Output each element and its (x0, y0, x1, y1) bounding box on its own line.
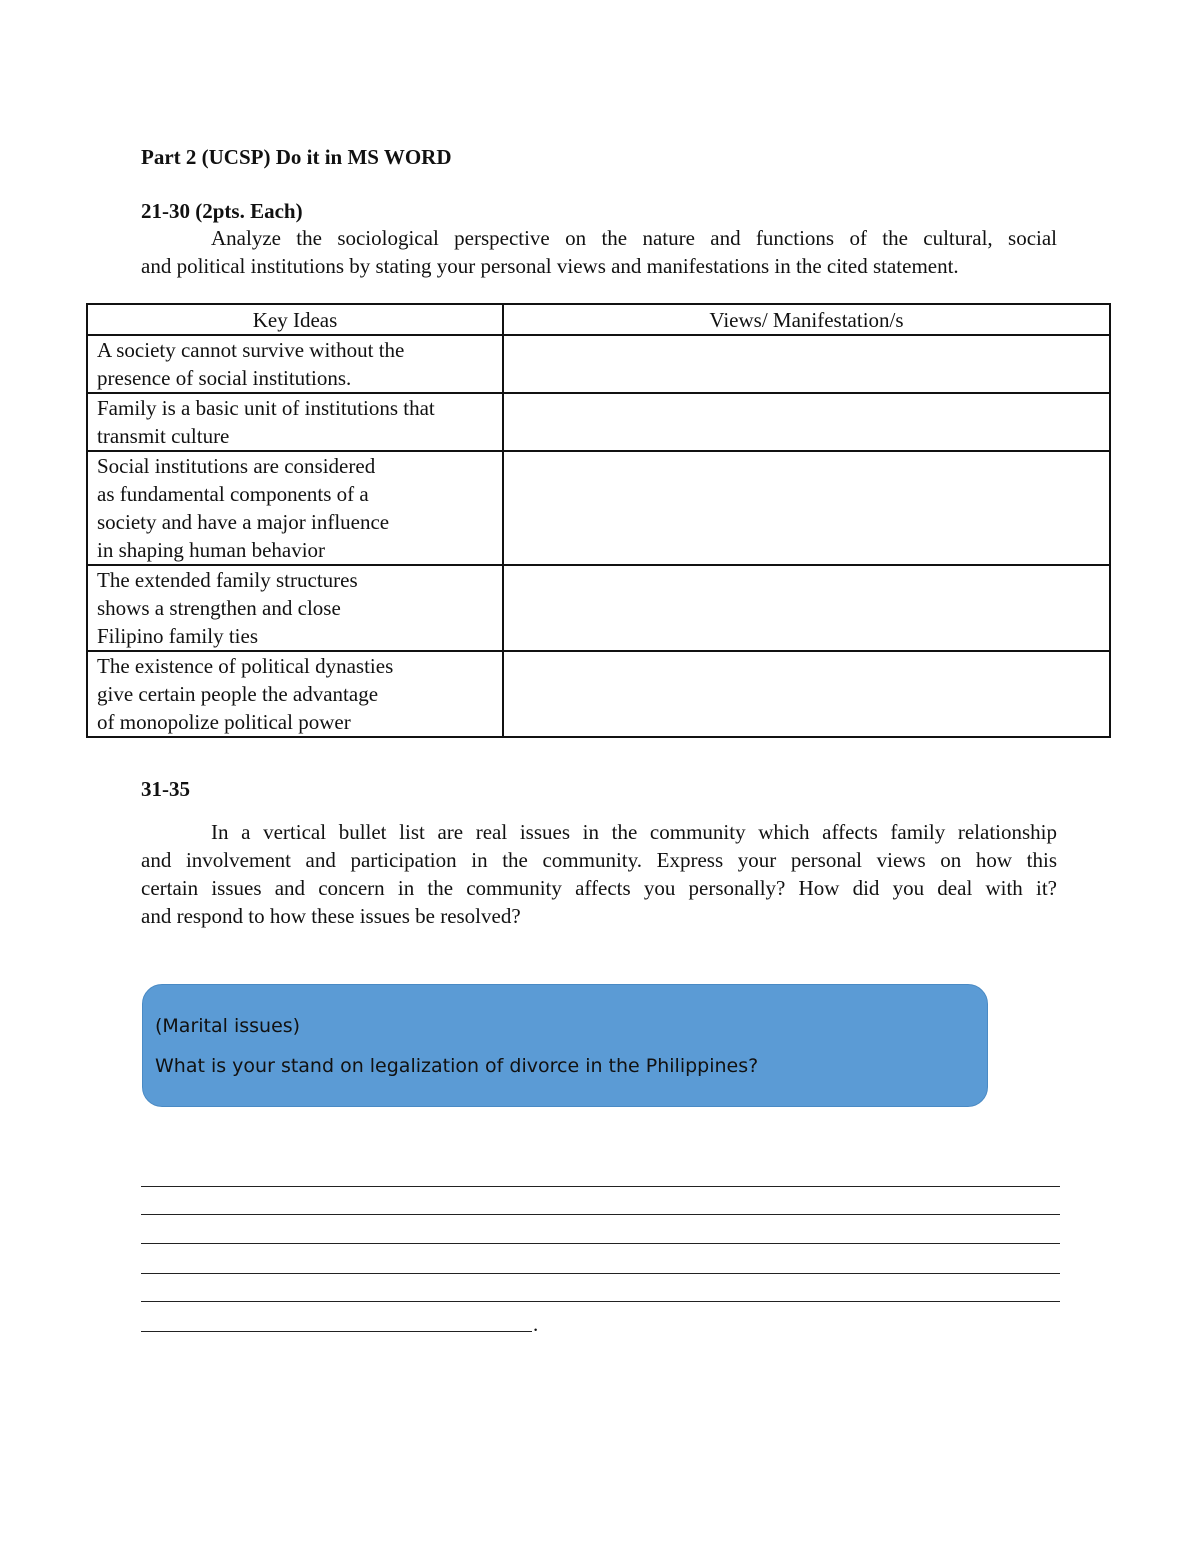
answer-line[interactable] (141, 1331, 532, 1332)
views-cell[interactable] (503, 651, 1110, 737)
table-row (87, 393, 1110, 451)
table-row (87, 335, 1110, 393)
table-row (87, 565, 1110, 651)
answer-line[interactable] (141, 1186, 1060, 1187)
answer-line[interactable] (141, 1273, 1060, 1274)
section1-heading: 21-30 (2pts. Each) (141, 199, 303, 223)
key-idea-cell: The extended family structures shows a strengthen and close Filipino family ties (87, 565, 503, 651)
issue-callout-box (142, 984, 988, 1107)
views-cell[interactable] (503, 565, 1110, 651)
section1-instruction-line: Analyze the sociological perspective on the nature and functions of the cultural, social (211, 226, 1057, 250)
section2-instruction-line: and involvement and participation in the community. Express your personal views on how this (141, 848, 1057, 872)
section2-instruction-line: In a vertical bullet list are real issues in the community which affects family relationship (211, 820, 1057, 844)
table-row (87, 651, 1110, 737)
views-cell[interactable] (503, 393, 1110, 451)
section1-instructions (141, 224, 1057, 280)
answer-line[interactable] (141, 1214, 1060, 1215)
views-cell[interactable] (503, 335, 1110, 393)
section2-instructions (141, 818, 1057, 930)
issue-question: What is your stand on legalization of divorce in the Philippines? (155, 1055, 759, 1077)
table-header-row (87, 304, 1110, 335)
key-ideas-table (86, 303, 1111, 738)
table-row (87, 451, 1110, 565)
section2-heading: 31-35 (141, 777, 190, 801)
views-cell[interactable] (503, 451, 1110, 565)
key-idea-cell: A society cannot survive without the presence of social institutions. (87, 335, 503, 393)
key-idea-cell: Family is a basic unit of institutions that transmit culture (87, 393, 503, 451)
section1-instruction-line: and political institutions by stating your personal views and manifestations in the cited statement. (141, 254, 959, 278)
views-header: Views/ Manifestation/s (503, 304, 1110, 335)
answer-end-period: . (533, 1312, 539, 1336)
answer-line[interactable] (141, 1301, 1060, 1302)
key-idea-cell: The existence of political dynasties give certain people the advantage of monopolize political power (87, 651, 503, 737)
answer-line[interactable] (141, 1243, 1060, 1244)
section2-instruction-line: and respond to how these issues be resolved? (141, 904, 521, 928)
key-ideas-header: Key Ideas (87, 304, 503, 335)
section2-instruction-line: certain issues and concern in the community affects you personally? How did you deal with it? (141, 876, 1057, 900)
key-idea-cell: Social institutions are considered as fundamental components of a society and have a major influence in shaping human behavior (87, 451, 503, 565)
part-heading: Part 2 (UCSP) Do it in MS WORD (141, 145, 452, 169)
issue-tag: (Marital issues) (155, 1015, 301, 1037)
